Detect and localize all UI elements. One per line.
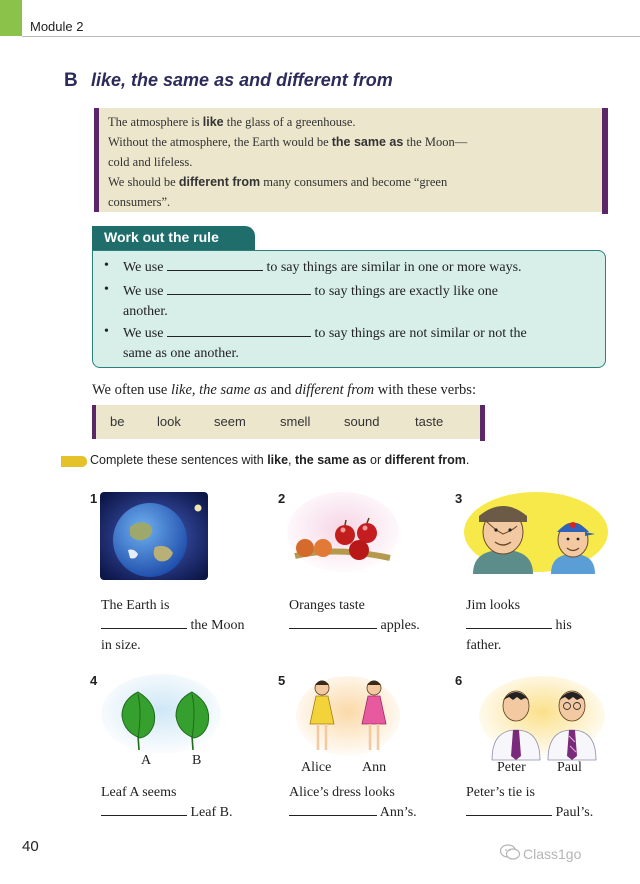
example-text: [108, 112, 593, 212]
wechat-icon: [499, 843, 521, 861]
rule-blank-2: [167, 282, 311, 295]
rule-title: Work out the rule: [104, 229, 219, 245]
answer-blank-3[interactable]: [466, 616, 552, 629]
module-color-tab: [0, 0, 22, 36]
bullet-icon: •: [104, 324, 109, 339]
example-line-4: We should be different from many consumers and become “green: [108, 175, 448, 189]
verb-sound: sound: [344, 414, 380, 429]
verb-be: be: [110, 414, 125, 429]
module-label: Module 2: [30, 19, 84, 34]
example-line-5: consumers”.: [108, 195, 171, 209]
rule-item-1: We use to say things are similar in one or more ways.: [123, 260, 522, 275]
exercise-number-5: 5: [278, 673, 286, 688]
exercise-sentence-6: Peter’s tie is Paul’s.: [466, 785, 594, 820]
example-line-1: The atmosphere is like the glass of a greenhouse.: [108, 115, 356, 129]
answer-blank-4[interactable]: [101, 803, 187, 816]
answer-blank-6[interactable]: [466, 803, 552, 816]
instruction-marker: [61, 456, 87, 467]
rule-blank-1: [167, 258, 263, 271]
boy-label-paul: Paul: [557, 760, 582, 775]
girl-label-alice: Alice: [301, 760, 332, 775]
exercise-number-2: 2: [278, 491, 286, 506]
answer-blank-5[interactable]: [289, 803, 377, 816]
boys-icon: [478, 676, 606, 760]
exercise-number-3: 3: [455, 491, 463, 506]
exercise-number-4: 4: [90, 673, 98, 688]
example-line-3: cold and lifeless.: [108, 155, 193, 169]
bullet-icon: •: [104, 258, 109, 273]
page-number: 40: [22, 838, 39, 855]
bullet-icon: •: [104, 282, 109, 297]
exercise-sentence-2: Oranges taste apples.: [289, 598, 420, 633]
girl-label-ann: Ann: [362, 760, 387, 775]
verbs-box-left-bar: [92, 405, 96, 439]
verbs-intro: We often use like, the same as and different from with these verbs:: [92, 382, 476, 398]
boy-label-peter: Peter: [497, 760, 526, 775]
exercise-sentence-5: Alice’s dress looks Ann’s.: [289, 785, 417, 820]
section-title: like, the same as and different from: [91, 70, 393, 90]
leaf-label-b: B: [192, 753, 202, 768]
earth-moon-icon: [100, 492, 208, 580]
exercise-sentence-4: Leaf A seems Leaf B.: [101, 785, 233, 820]
exercise-sentence-3: Jim looks his father.: [466, 598, 572, 653]
answer-blank-1[interactable]: [101, 616, 187, 629]
example-line-2: Without the atmosphere, the Earth would be the same as the Moon—: [108, 135, 468, 149]
father-son-icon: [463, 492, 609, 574]
leaf-label-a: A: [141, 753, 152, 768]
verb-look: look: [157, 414, 181, 429]
girls-icon: [296, 676, 400, 760]
fruit-icon: [285, 490, 395, 580]
example-box-left-bar: [94, 108, 99, 212]
rule-item-3: We use to say things are not similar or not the same as one another.: [123, 326, 527, 361]
verb-taste: taste: [415, 414, 444, 429]
exercise-number-1: 1: [90, 491, 98, 506]
verb-seem: seem: [214, 414, 246, 429]
header-divider: [22, 36, 640, 37]
instruction: Complete these sentences with like, the same as or different from.: [90, 453, 470, 467]
leaves-icon: [100, 674, 222, 756]
rule-blank-3: [167, 324, 311, 337]
section-letter: B: [64, 70, 78, 91]
answer-blank-2[interactable]: [289, 616, 377, 629]
verb-smell: smell: [280, 414, 311, 429]
example-box-right-bar: [602, 108, 608, 214]
verbs-box-right-bar: [480, 405, 485, 441]
rule-item-2: We use to say things are exactly like one another.: [123, 284, 498, 319]
watermark: Class1go: [523, 846, 582, 862]
exercise-number-6: 6: [455, 673, 463, 688]
exercise-sentence-1: The Earth is the Moon in size.: [101, 598, 245, 653]
